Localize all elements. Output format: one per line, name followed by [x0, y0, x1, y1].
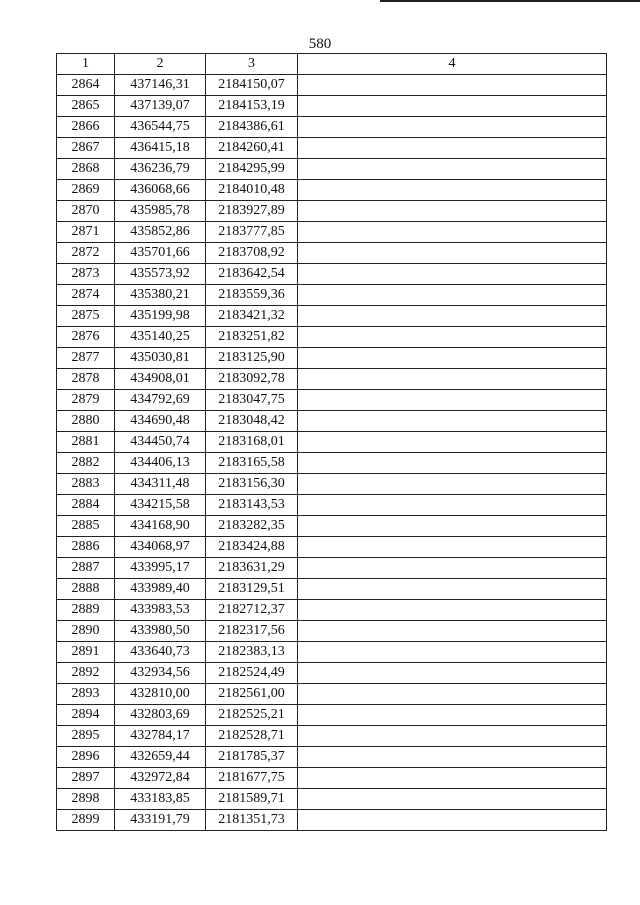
y-coordinate-cell: 2182317,56	[206, 621, 298, 642]
description-cell	[298, 138, 607, 159]
point-number-cell: 2871	[57, 222, 115, 243]
y-coordinate-cell: 2184260,41	[206, 138, 298, 159]
description-cell	[298, 327, 607, 348]
description-cell	[298, 579, 607, 600]
table-row	[57, 537, 607, 558]
description-cell	[298, 516, 607, 537]
description-cell	[298, 243, 607, 264]
description-cell	[298, 810, 607, 831]
y-coordinate-cell: 2183559,36	[206, 285, 298, 306]
x-coordinate-cell: 432810,00	[115, 684, 206, 705]
description-cell	[298, 201, 607, 222]
description-cell	[298, 432, 607, 453]
table-row	[57, 369, 607, 390]
point-number-cell: 2873	[57, 264, 115, 285]
table-row	[57, 663, 607, 684]
table-row	[57, 516, 607, 537]
description-cell	[298, 180, 607, 201]
point-number-cell: 2895	[57, 726, 115, 747]
y-coordinate-cell: 2183047,75	[206, 390, 298, 411]
table-row	[57, 432, 607, 453]
coordinates-table	[56, 53, 607, 831]
point-number-cell: 2880	[57, 411, 115, 432]
y-coordinate-cell: 2183631,29	[206, 558, 298, 579]
description-cell	[298, 285, 607, 306]
table-row	[57, 642, 607, 663]
x-coordinate-cell: 434690,48	[115, 411, 206, 432]
point-number-cell: 2897	[57, 768, 115, 789]
x-coordinate-cell: 434908,01	[115, 369, 206, 390]
table-row	[57, 222, 607, 243]
x-coordinate-cell: 435380,21	[115, 285, 206, 306]
point-number-cell: 2878	[57, 369, 115, 390]
point-number-cell: 2888	[57, 579, 115, 600]
table-row	[57, 495, 607, 516]
y-coordinate-cell: 2181677,75	[206, 768, 298, 789]
description-cell	[298, 789, 607, 810]
description-cell	[298, 663, 607, 684]
column-header-3: 3	[206, 54, 298, 75]
x-coordinate-cell: 433989,40	[115, 579, 206, 600]
table-row	[57, 390, 607, 411]
table-row	[57, 180, 607, 201]
y-coordinate-cell: 2182712,37	[206, 600, 298, 621]
y-coordinate-cell: 2184386,61	[206, 117, 298, 138]
table-body	[57, 75, 607, 831]
table-row	[57, 474, 607, 495]
description-cell	[298, 747, 607, 768]
page-number: 580	[308, 36, 332, 52]
table-row	[57, 747, 607, 768]
point-number-cell: 2892	[57, 663, 115, 684]
y-coordinate-cell: 2184150,07	[206, 75, 298, 96]
table-header-row	[57, 54, 607, 75]
description-cell	[298, 453, 607, 474]
point-number-cell: 2889	[57, 600, 115, 621]
x-coordinate-cell: 435701,66	[115, 243, 206, 264]
point-number-cell: 2899	[57, 810, 115, 831]
description-cell	[298, 558, 607, 579]
x-coordinate-cell: 435852,86	[115, 222, 206, 243]
table-row	[57, 411, 607, 432]
y-coordinate-cell: 2181589,71	[206, 789, 298, 810]
y-coordinate-cell: 2182383,13	[206, 642, 298, 663]
table-row	[57, 306, 607, 327]
x-coordinate-cell: 435573,92	[115, 264, 206, 285]
point-number-cell: 2870	[57, 201, 115, 222]
y-coordinate-cell: 2181351,73	[206, 810, 298, 831]
y-coordinate-cell: 2182525,21	[206, 705, 298, 726]
column-header-1: 1	[57, 54, 115, 75]
point-number-cell: 2864	[57, 75, 115, 96]
y-coordinate-cell: 2183156,30	[206, 474, 298, 495]
description-cell	[298, 495, 607, 516]
table-row	[57, 264, 607, 285]
x-coordinate-cell: 433995,17	[115, 558, 206, 579]
point-number-cell: 2879	[57, 390, 115, 411]
y-coordinate-cell: 2183708,92	[206, 243, 298, 264]
point-number-cell: 2893	[57, 684, 115, 705]
y-coordinate-cell: 2183777,85	[206, 222, 298, 243]
x-coordinate-cell: 433980,50	[115, 621, 206, 642]
table-row	[57, 621, 607, 642]
point-number-cell: 2875	[57, 306, 115, 327]
point-number-cell: 2891	[57, 642, 115, 663]
point-number-cell: 2866	[57, 117, 115, 138]
description-cell	[298, 222, 607, 243]
y-coordinate-cell: 2183421,32	[206, 306, 298, 327]
x-coordinate-cell: 433191,79	[115, 810, 206, 831]
x-coordinate-cell: 436544,75	[115, 117, 206, 138]
table-row	[57, 138, 607, 159]
y-coordinate-cell: 2182561,00	[206, 684, 298, 705]
description-cell	[298, 768, 607, 789]
description-cell	[298, 621, 607, 642]
column-header-4: 4	[298, 54, 607, 75]
table-row	[57, 201, 607, 222]
description-cell	[298, 117, 607, 138]
x-coordinate-cell: 434068,97	[115, 537, 206, 558]
x-coordinate-cell: 437146,31	[115, 75, 206, 96]
y-coordinate-cell: 2183048,42	[206, 411, 298, 432]
x-coordinate-cell: 432659,44	[115, 747, 206, 768]
description-cell	[298, 369, 607, 390]
description-cell	[298, 705, 607, 726]
y-coordinate-cell: 2184295,99	[206, 159, 298, 180]
table-row	[57, 705, 607, 726]
x-coordinate-cell: 436236,79	[115, 159, 206, 180]
y-coordinate-cell: 2183927,89	[206, 201, 298, 222]
description-cell	[298, 411, 607, 432]
point-number-cell: 2886	[57, 537, 115, 558]
point-number-cell: 2896	[57, 747, 115, 768]
x-coordinate-cell: 432934,56	[115, 663, 206, 684]
table-row	[57, 726, 607, 747]
description-cell	[298, 348, 607, 369]
description-cell	[298, 264, 607, 285]
description-cell	[298, 537, 607, 558]
description-cell	[298, 390, 607, 411]
table-row	[57, 285, 607, 306]
point-number-cell: 2887	[57, 558, 115, 579]
point-number-cell: 2867	[57, 138, 115, 159]
table-row	[57, 768, 607, 789]
description-cell	[298, 726, 607, 747]
y-coordinate-cell: 2184010,48	[206, 180, 298, 201]
point-number-cell: 2882	[57, 453, 115, 474]
top-rule	[380, 0, 640, 2]
table-row	[57, 75, 607, 96]
y-coordinate-cell: 2183251,82	[206, 327, 298, 348]
x-coordinate-cell: 432972,84	[115, 768, 206, 789]
point-number-cell: 2885	[57, 516, 115, 537]
x-coordinate-cell: 432803,69	[115, 705, 206, 726]
x-coordinate-cell: 435199,98	[115, 306, 206, 327]
y-coordinate-cell: 2183282,35	[206, 516, 298, 537]
description-cell	[298, 75, 607, 96]
table-row	[57, 348, 607, 369]
x-coordinate-cell: 433983,53	[115, 600, 206, 621]
description-cell	[298, 684, 607, 705]
y-coordinate-cell: 2183168,01	[206, 432, 298, 453]
description-cell	[298, 600, 607, 621]
x-coordinate-cell: 433183,85	[115, 789, 206, 810]
y-coordinate-cell: 2183129,51	[206, 579, 298, 600]
point-number-cell: 2876	[57, 327, 115, 348]
x-coordinate-cell: 432784,17	[115, 726, 206, 747]
y-coordinate-cell: 2183424,88	[206, 537, 298, 558]
point-number-cell: 2874	[57, 285, 115, 306]
x-coordinate-cell: 437139,07	[115, 96, 206, 117]
x-coordinate-cell: 435985,78	[115, 201, 206, 222]
description-cell	[298, 306, 607, 327]
table-row	[57, 600, 607, 621]
point-number-cell: 2890	[57, 621, 115, 642]
x-coordinate-cell: 434792,69	[115, 390, 206, 411]
description-cell	[298, 474, 607, 495]
y-coordinate-cell: 2183165,58	[206, 453, 298, 474]
y-coordinate-cell: 2184153,19	[206, 96, 298, 117]
y-coordinate-cell: 2183143,53	[206, 495, 298, 516]
table-row	[57, 558, 607, 579]
point-number-cell: 2881	[57, 432, 115, 453]
point-number-cell: 2872	[57, 243, 115, 264]
x-coordinate-cell: 433640,73	[115, 642, 206, 663]
table-row	[57, 327, 607, 348]
x-coordinate-cell: 436068,66	[115, 180, 206, 201]
point-number-cell: 2869	[57, 180, 115, 201]
y-coordinate-cell: 2182528,71	[206, 726, 298, 747]
table-row	[57, 453, 607, 474]
y-coordinate-cell: 2183092,78	[206, 369, 298, 390]
y-coordinate-cell: 2183642,54	[206, 264, 298, 285]
point-number-cell: 2868	[57, 159, 115, 180]
point-number-cell: 2884	[57, 495, 115, 516]
table-row	[57, 810, 607, 831]
table-row	[57, 243, 607, 264]
description-cell	[298, 96, 607, 117]
point-number-cell: 2898	[57, 789, 115, 810]
y-coordinate-cell: 2182524,49	[206, 663, 298, 684]
y-coordinate-cell: 2183125,90	[206, 348, 298, 369]
y-coordinate-cell: 2181785,37	[206, 747, 298, 768]
x-coordinate-cell: 434215,58	[115, 495, 206, 516]
x-coordinate-cell: 434168,90	[115, 516, 206, 537]
table-row	[57, 684, 607, 705]
x-coordinate-cell: 435030,81	[115, 348, 206, 369]
x-coordinate-cell: 436415,18	[115, 138, 206, 159]
x-coordinate-cell: 434311,48	[115, 474, 206, 495]
x-coordinate-cell: 435140,25	[115, 327, 206, 348]
table-row	[57, 117, 607, 138]
table-row	[57, 96, 607, 117]
point-number-cell: 2865	[57, 96, 115, 117]
description-cell	[298, 642, 607, 663]
description-cell	[298, 159, 607, 180]
point-number-cell: 2883	[57, 474, 115, 495]
table-row	[57, 579, 607, 600]
point-number-cell: 2894	[57, 705, 115, 726]
table-row	[57, 789, 607, 810]
x-coordinate-cell: 434450,74	[115, 432, 206, 453]
point-number-cell: 2877	[57, 348, 115, 369]
table-row	[57, 159, 607, 180]
column-header-2: 2	[115, 54, 206, 75]
x-coordinate-cell: 434406,13	[115, 453, 206, 474]
